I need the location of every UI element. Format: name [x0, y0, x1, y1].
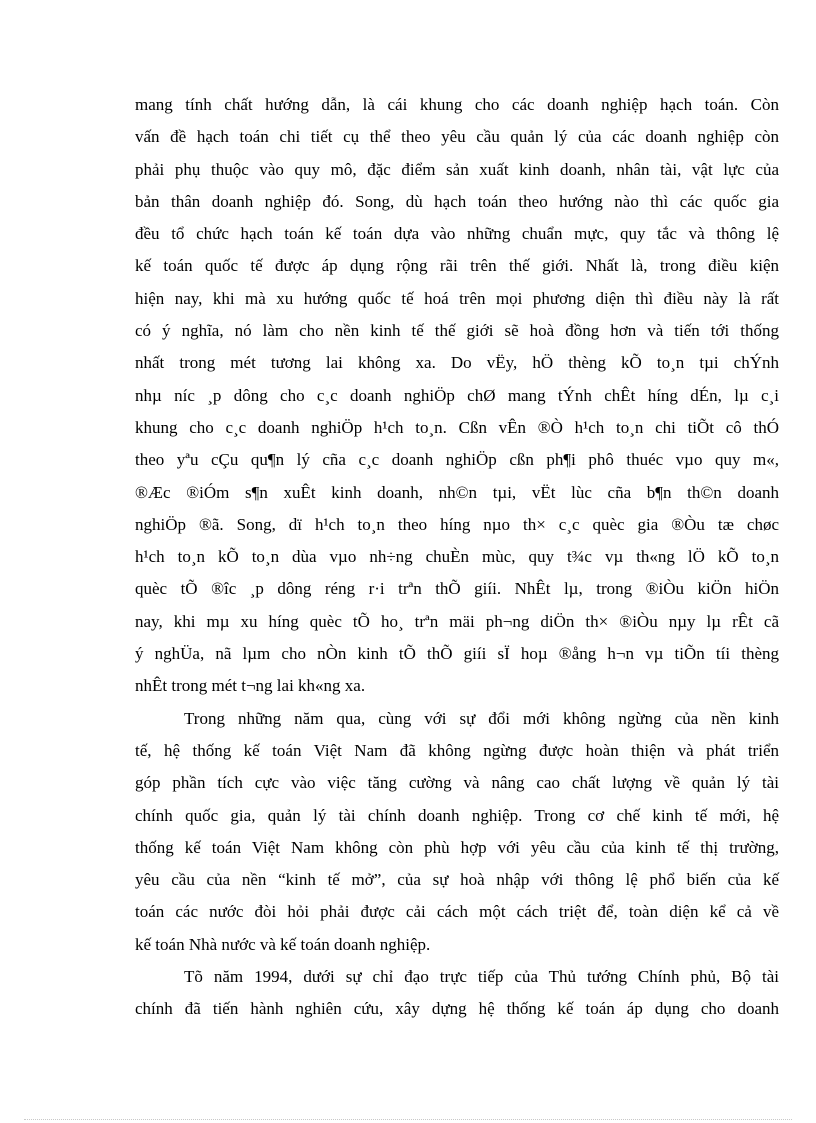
text-line: Tõ năm 1994, dưới sự chỉ đạo trực tiếp của Thủ tướng Chính phủ, Bộ tài [184, 967, 779, 987]
text-line: vấn đề hạch toán chi tiết cụ thể theo yêu cầu quản lý của các doanh nghiệp còn [135, 127, 779, 147]
text-line: ý nghÜa, nã lµm cho nÒn kinh tÕ thÕ giíi sÏ hoµ ®ång h¬n vµ tiÕn tíi thèng [135, 644, 779, 664]
text-line: Trong những năm qua, cùng với sự đổi mới không ngừng của nền kinh [184, 708, 779, 728]
text-line: nhµ níc ¸p dông cho c¸c doanh nghiÖp chØ mang tÝnh chÊt híng dÉn, lµ c¸i [135, 385, 779, 405]
text-line: có ý nghĩa, nó làm cho nền kinh tế thế giới sẽ hoà đồng hơn và tiến tới thống [135, 321, 779, 341]
text-line: kế toán Nhà nước và kế toán doanh nghiệp. [135, 934, 431, 954]
text-line: theo yªu cÇu qu¶n lý cña c¸c doanh nghiÖp cßn ph¶i phô thuéc vµo quy m«, [135, 450, 779, 470]
text-line: góp phần tích cực vào việc tăng cường và nâng cao chất lượng về quản lý tài [135, 773, 779, 793]
text-line: thống kế toán Việt Nam không còn phù hợp với yêu cầu của kinh tế thị trường, [135, 837, 779, 857]
text-line: bản thân doanh nghiệp đó. Song, dù hạch toán theo hướng nào thì các quốc gia [135, 191, 779, 211]
text-line: yêu cầu của nền “kinh tế mở”, của sự hoà nhập với thông lệ phổ biến của kế [135, 870, 779, 890]
text-line: mang tính chất hướng dẫn, là cái khung cho các doanh nghiệp hạch toán. Còn [135, 95, 779, 114]
text-line: chính đã tiến hành nghiên cứu, xây dựng hệ thống kế toán áp dụng cho doanh [135, 999, 779, 1019]
text-line: h¹ch to¸n kÕ to¸n dùa vµo nh÷ng chuÈn mùc, quy t¾c vµ th«ng lÖ kÕ to¸n [135, 547, 779, 567]
text-line: ®Æc ®iÓm s¶n xuÊt kinh doanh, nh©n tµi, vËt lùc cña b¶n th©n doanh [135, 482, 779, 502]
paragraph-2 [135, 703, 779, 961]
text-line: nay, khi mµ xu híng quèc tÕ ho¸ trªn mäi ph¬ng diÖn th× ®iÒu nµy lµ rÊt cã [135, 611, 779, 631]
text-line: đều tổ chức hạch toán kế toán dựa vào những chuẩn mực, quy tắc và thông lệ [135, 224, 779, 244]
text-line: kế toán quốc tế được áp dụng rộng rãi trên thế giới. Nhất là, trong điều kiện [135, 256, 779, 276]
text-line: tế, hệ thống kế toán Việt Nam đã không ngừng được hoàn thiện và phát triển [135, 740, 779, 760]
text-line: quèc tÕ ®îc ¸p dông réng r·i trªn thÕ giíi. NhÊt lµ, trong ®iÒu kiÖn hiÖn [135, 579, 779, 599]
text-line: hiện nay, khi mà xu hướng quốc tế hoá trên mọi phương diện thì điều này là rất [135, 288, 779, 308]
text-line: nhÊt trong mét t¬ng lai kh«ng xa. [135, 676, 366, 696]
paragraph-3 [135, 961, 779, 1026]
text-line: khung cho c¸c doanh nghiÖp h¹ch to¸n. Cßn vÊn ®Ò h¹ch to¸n chi tiÕt cô thÓ [135, 417, 779, 437]
page-bottom-divider [24, 1119, 792, 1120]
paragraph-1 [135, 89, 779, 703]
text-line: nghiÖp ®ã. Song, dï h¹ch to¸n theo híng nµo th× c¸c quèc gia ®Òu tæ chøc [135, 514, 779, 534]
text-line: toán các nước đòi hỏi phải được cải cách một cách triệt để, toàn diện kể cả về [135, 902, 779, 922]
text-line: chính quốc gia, quản lý tài chính doanh nghiệp. Trong cơ chế kinh tế mới, hệ [135, 805, 779, 825]
text-line: phải phụ thuộc vào quy mô, đặc điểm sản xuất kinh doanh, nhân tài, vật lực của [135, 159, 779, 179]
text-line: nhất trong mét tương lai không xa. Do vËy, hÖ thèng kÕ to¸n tµi chÝnh [135, 353, 779, 373]
document-body [135, 89, 779, 1026]
